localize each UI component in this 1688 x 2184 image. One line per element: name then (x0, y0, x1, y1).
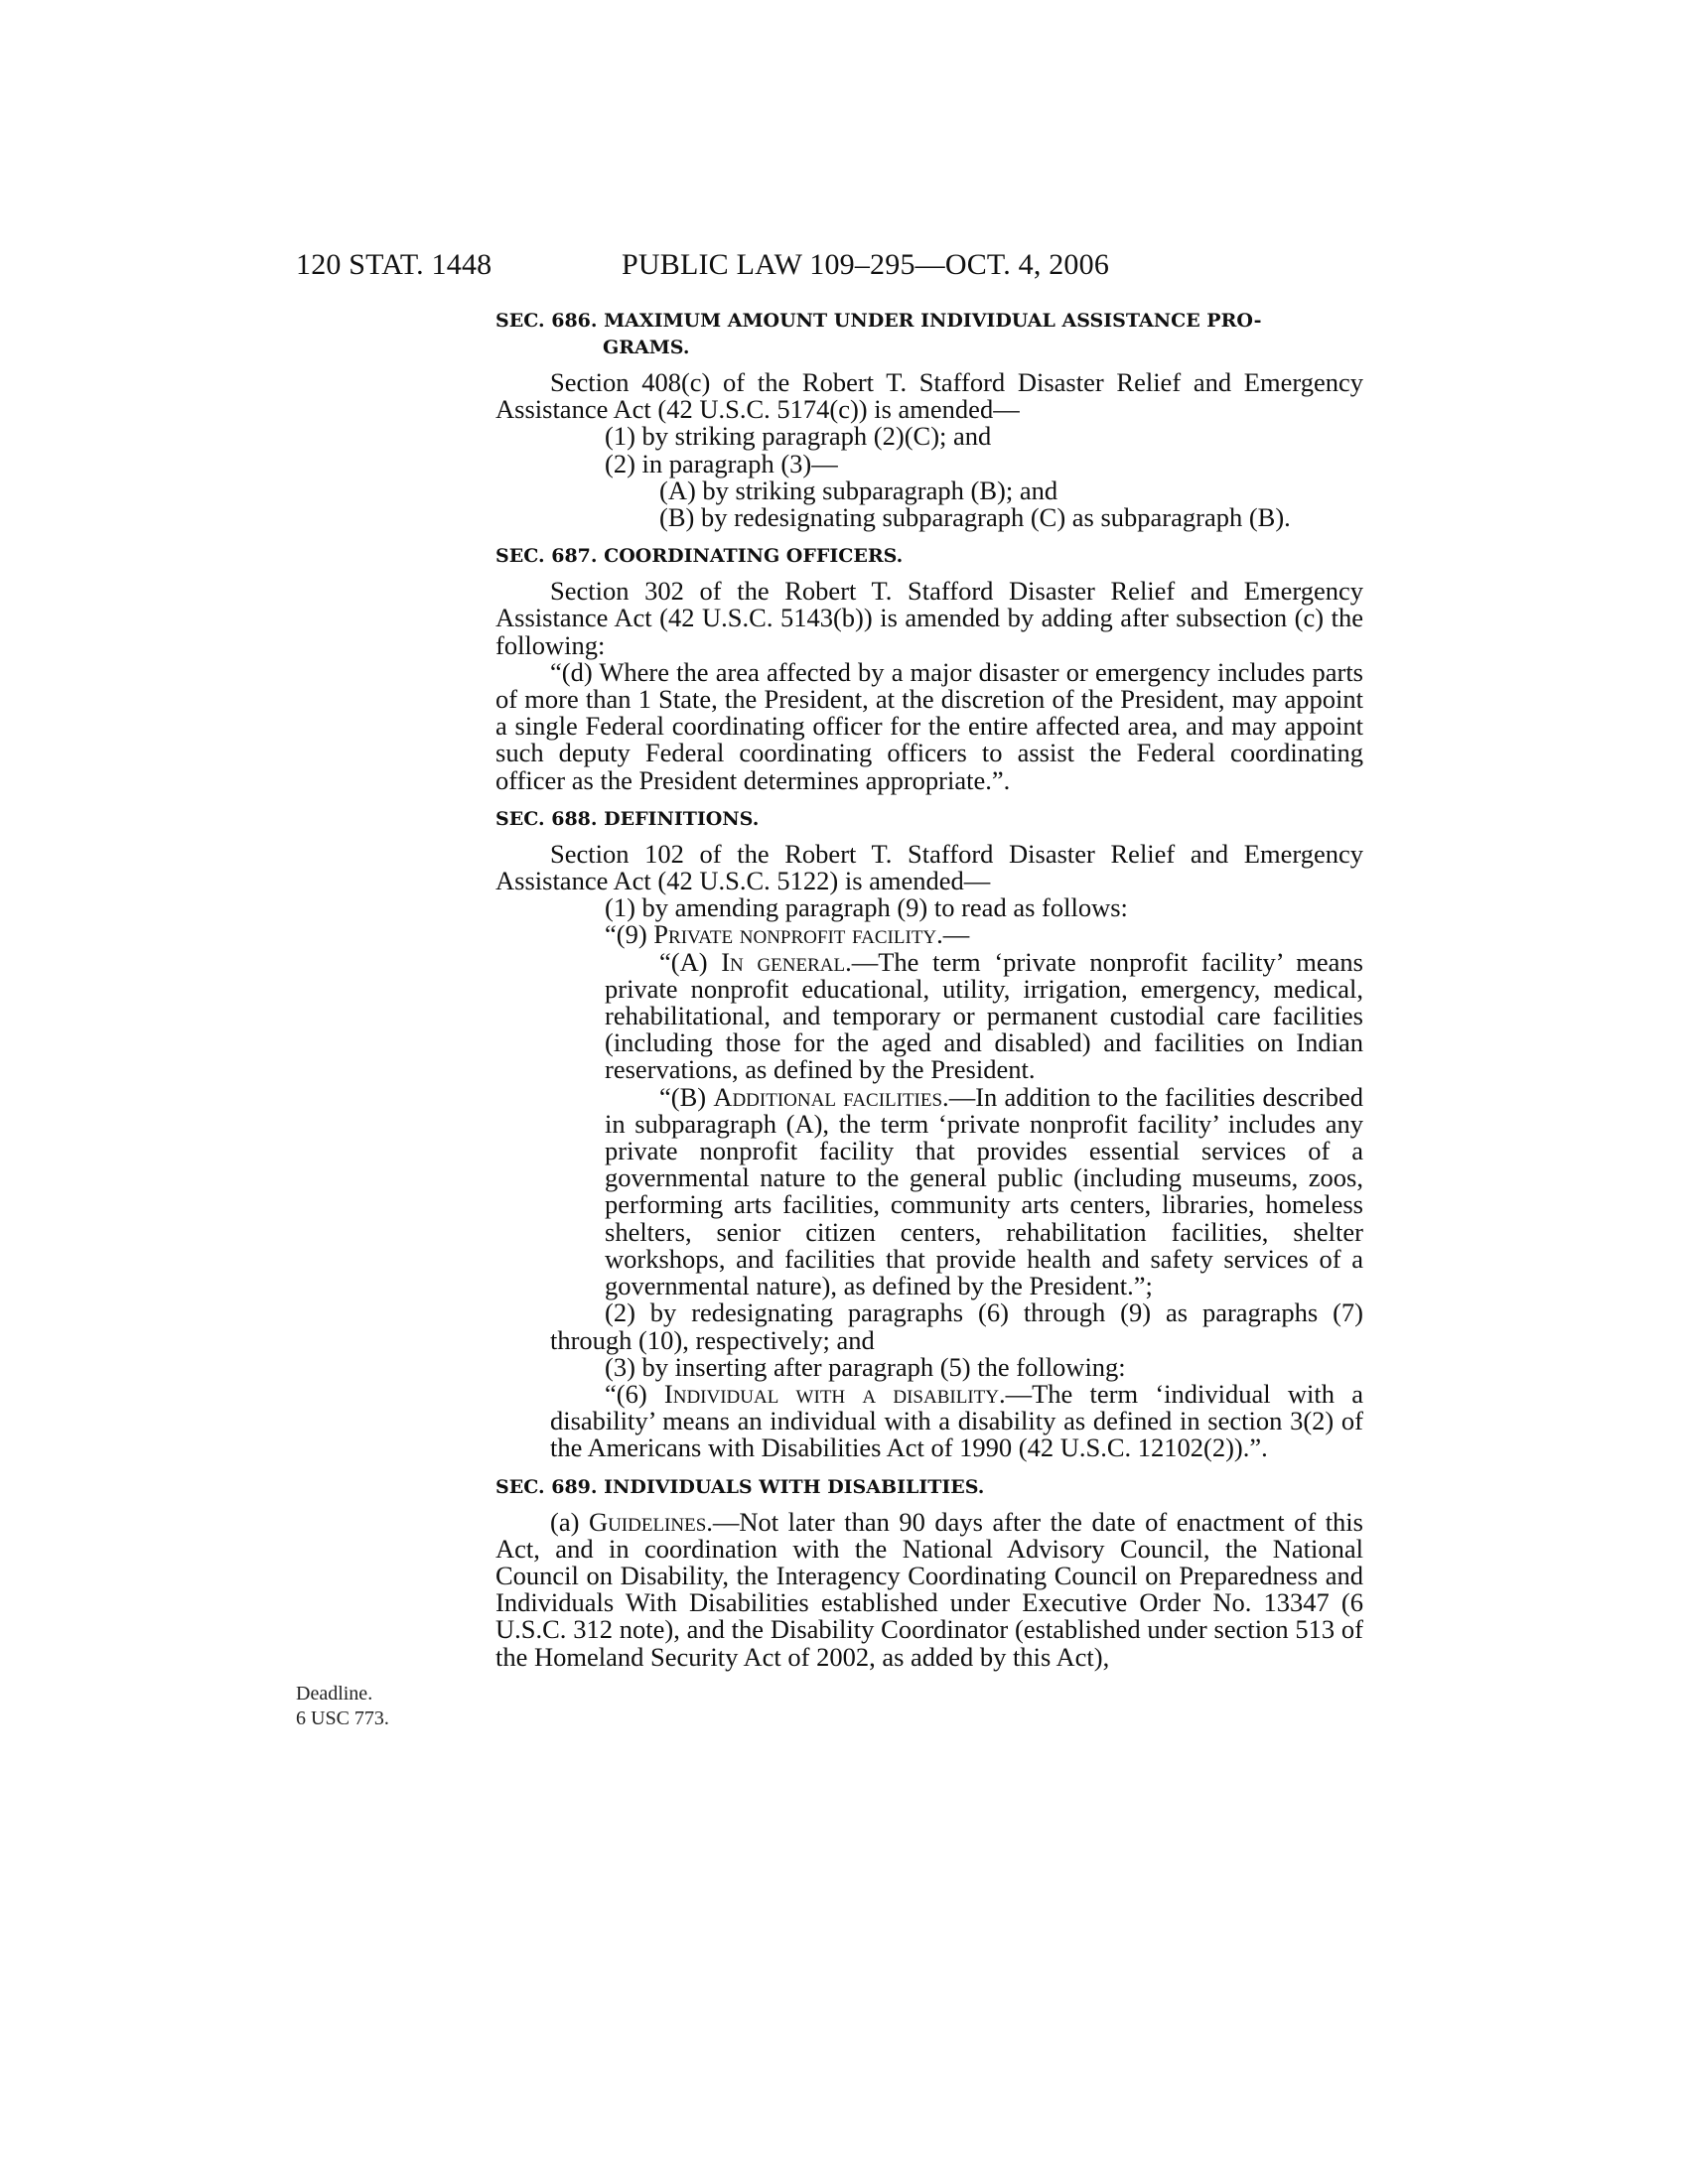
section-686-heading: SEC. 686. MAXIMUM AMOUNT UNDER INDIVIDUAL ASSISTANCE PRO- GRAMS. (495, 310, 1262, 358)
section-688-intro: Section 102 of the Robert T. Stafford Disaster Relief and Emergency Assistance Act (42 U.S.C. 5122) is amended— (495, 838, 1363, 896)
document-body (495, 308, 1363, 1671)
section-686-item-a: (A) by striking subparagraph (B); and (659, 475, 1058, 505)
margin-note (296, 1682, 389, 1731)
section-688-item-2: (2) by redesignating paragraphs (6) through (9) as paragraphs (7) through (10), respectively; and (550, 1297, 1363, 1355)
section-687-intro: Section 302 of the Robert T. Stafford Disaster Relief and Emergency Assistance Act (42 U.S.C. 5143(b)) is amended by adding after subsection (c) the following: (495, 576, 1363, 660)
section-686-intro: Section 408(c) of the Robert T. Stafford Disaster Relief and Emergency Assistance Act (42 U.S.C. 5174(c)) is amended— (495, 367, 1363, 425)
section-687-heading: SEC. 687. COORDINATING OFFICERS. (495, 545, 904, 568)
section-686-item-1: (1) by striking paragraph (2)(C); and (605, 421, 992, 452)
margin-note-deadline: Deadline. (296, 1683, 373, 1705)
paragraph-9-body (495, 946, 1363, 1301)
paragraph-6-definition: “(6) Individual with a disability.—The term ‘individual with a disability’ means an individual with a disability as defined in section 3(2) of the Americans with Disabilities Act of 1990 (42 U.S.C. 12102(2)).”. (550, 1378, 1363, 1463)
section-686-item-2: (2) in paragraph (3)— (605, 448, 838, 478)
section-689-subsection-a: (a) Guidelines.—Not later than 90 days after the date of enactment of this Act, and in coordination with the National Advisory Council, the National Council on Disability, the Interagency Coordinating Council on Preparedness and Individuals With Disabilities established under Executive Order No. 13347 (6 U.S.C. 312 note), and the Disability Coordinator (established under section 513 of the Homeland Security Act of 2002, as added by this Act), (495, 1506, 1363, 1672)
subparagraph-b: “(B) Additional facilities.—In addition to the facilities described in subparagraph (A), the term ‘private nonprofit facility’ includes any private nonprofit facility that provides essential services of a governmental nature to the general public (including museums, zoos, performing arts facilities, community arts centers, libraries, homeless shelters, senior citizen centers, rehabilitation facilities, shelter workshops, and facilities that provide health and safety services of a governmental nature), as defined by the President.”; (605, 1081, 1363, 1301)
section-689-heading: SEC. 689. INDIVIDUALS WITH DISABILITIES. (495, 1475, 985, 1498)
section-686-item-b: (B) by redesignating subparagraph (C) as subparagraph (B). (659, 502, 1291, 533)
subparagraph-a: “(A) In general.—The term ‘private nonprofit facility’ means private nonprofit educational, utility, irrigation, emergency, medical, rehabilitational, and temporary or permanent custodial care facilities (including those for the aged and disabled) and facilities on Indian reservations, as defined by the President. (605, 946, 1363, 1085)
page-header (296, 248, 1378, 288)
statute-page-number: 120 STAT. 1448 (296, 248, 492, 281)
margin-note-usc: 6 USC 773. (296, 1707, 389, 1729)
public-law-title: PUBLIC LAW 109–295—OCT. 4, 2006 (622, 248, 1110, 281)
paragraph-9-heading: “(9) Private nonprofit facility.— (605, 919, 970, 950)
section-688-heading: SEC. 688. DEFINITIONS. (495, 807, 760, 830)
section-688-item-1: (1) by amending paragraph (9) to read as follows: (605, 892, 1128, 923)
section-688-item-3: (3) by inserting after paragraph (5) the following: (605, 1351, 1126, 1382)
section-687-quote: “(d) Where the area affected by a major disaster or emergency includes parts of more than 1 State, the President, at the discretion of the President, may appoint a single Federal coordinating officer for the entire affected area, and may appoint such deputy Federal coordinating officers to assist the Federal coordinating officer as the President determines appropriate.”. (495, 656, 1363, 795)
